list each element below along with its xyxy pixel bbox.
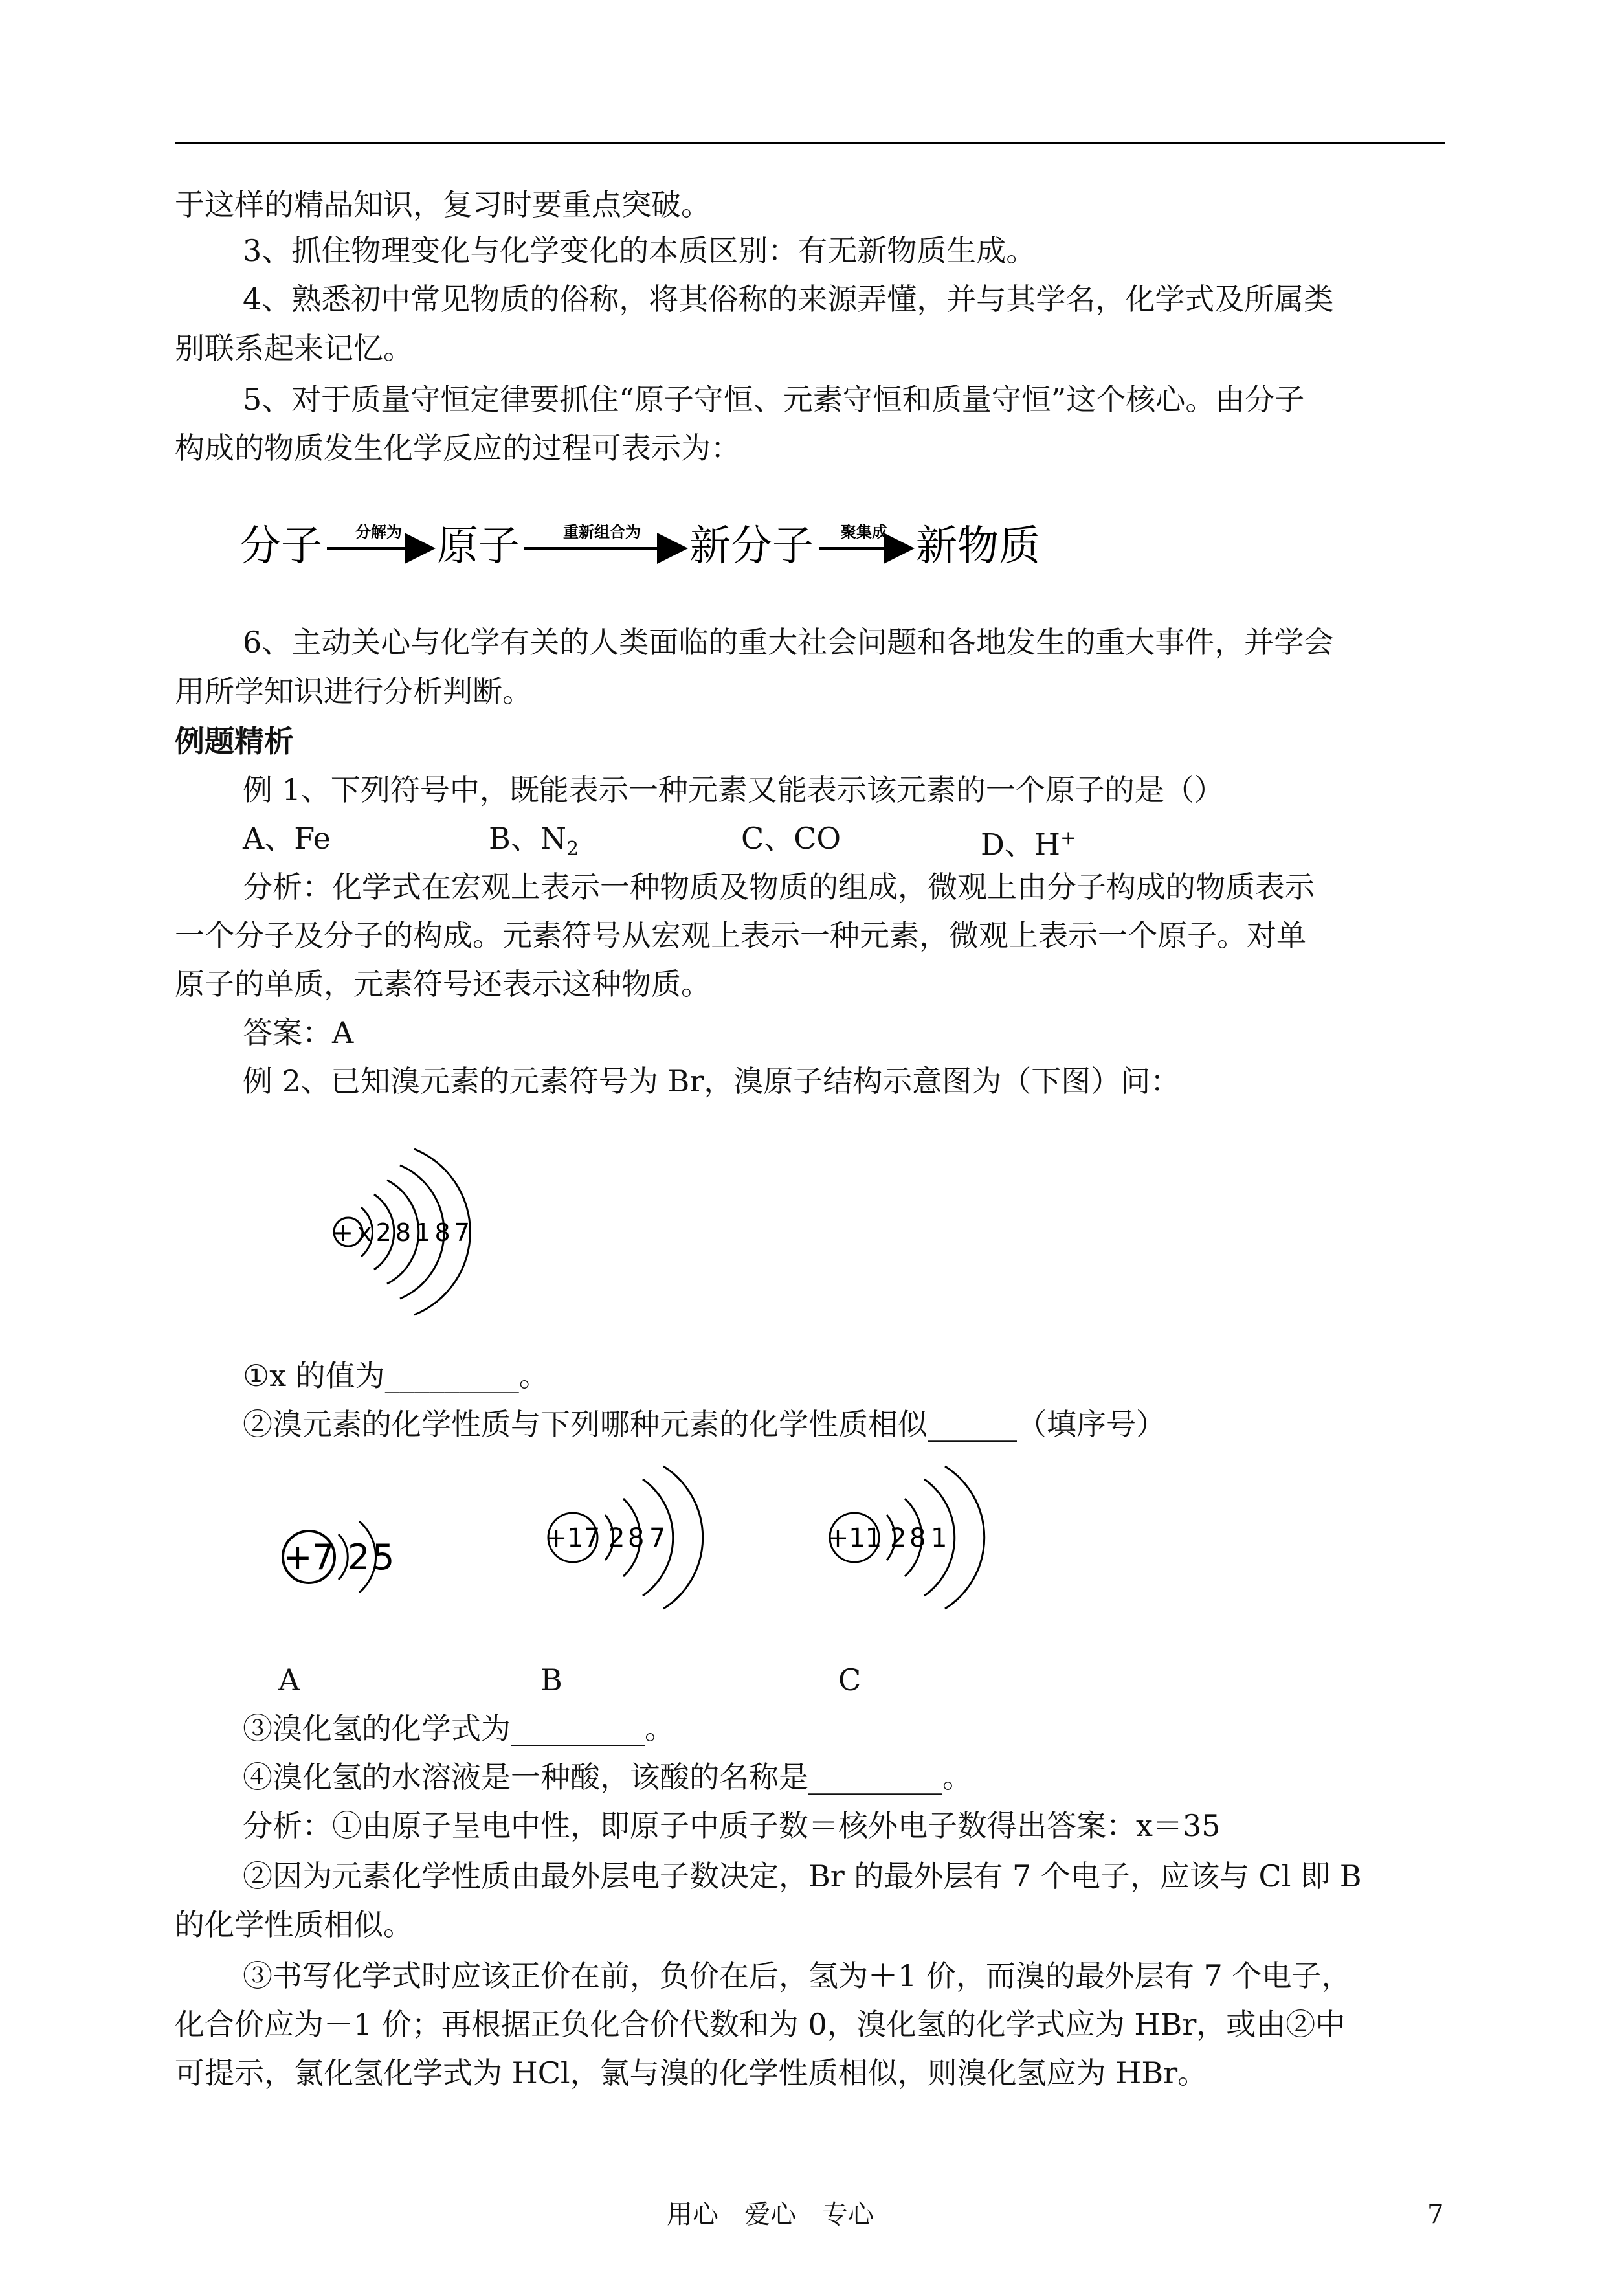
example-2-question-3: ③溴化氢的化学式为_________。 [243, 1711, 674, 1746]
option-d-text: D、H [981, 827, 1060, 862]
paragraph-4-line-1: 4、熟悉初中常见物质的俗称，将其俗称的来源弄懂，并与其学名，化学式及所属类 [243, 282, 1334, 317]
flow-node-molecule: 分子 [239, 522, 322, 570]
nucleus-charge-a: +7 [283, 1537, 335, 1578]
diagram-label-b: B [540, 1662, 562, 1697]
header-rule [175, 142, 1445, 144]
flow-node-new-substance: 新物质 [916, 522, 1040, 570]
example-2-question: 例 2、已知溴元素的元素符号为 Br，溴原子结构示意图为（下图）问： [243, 1064, 1181, 1099]
example-2-analysis-3-line-3: 可提示，氯化氢化学式为 HCl，氯与溴的化学性质相似，则溴化氢应为 HBr。 [175, 2055, 1208, 2090]
shell-electrons-c-2: 8 [909, 1523, 926, 1553]
option-b [489, 819, 579, 869]
example-1-analysis-line-3: 原子的单质，元素符号还表示这种物质。 [175, 967, 711, 1001]
paragraph-5-line-2: 构成的物质发生化学反应的过程可表示为： [175, 431, 740, 465]
example-2-analysis-2-line-1: ②因为元素化学性质由最外层电子数决定，Br 的最外层有 7 个电子，应该与 Cl 即 B [243, 1859, 1362, 1894]
paragraph-5-line-1: 5、对于质量守恒定律要抓住“原子守恒、元素守恒和质量守恒”这个核心。由分子 [243, 382, 1305, 417]
example-1-options [243, 819, 1084, 862]
shell-electrons-c-1: 2 [890, 1523, 907, 1553]
flow-arrow-label-1: 分解为 [355, 523, 402, 541]
shell-electrons-a-1: 2 [348, 1537, 370, 1578]
diagram-label-c: C [838, 1662, 862, 1697]
example-1-analysis-line-2: 一个分子及分子的构成。元素符号从宏观上表示一种元素，微观上表示一个原子。对单 [175, 918, 1306, 953]
bromine-structure-label: +x28187 [333, 1218, 470, 1247]
paragraph-continuation: 于这样的精品知识，复习时要重点突破。 [175, 187, 711, 222]
paragraph-4-line-2: 别联系起来记忆。 [175, 331, 413, 366]
paragraph-3: 3、抓住物理变化与化学变化的本质区别：有无新物质生成。 [243, 233, 1036, 268]
bromine-atom-diagram [324, 1130, 492, 1330]
flow-arrow-label-2: 重新组合为 [563, 523, 641, 541]
example-1-question: 例 1、下列符号中，既能表示一种元素又能表示该元素的一个原子的是（） [243, 772, 1224, 807]
shell-electrons-b-3: 7 [649, 1523, 666, 1553]
atom-diagram-a [275, 1489, 430, 1625]
example-2-question-1: ①x 的值为_________。 [243, 1358, 549, 1393]
reaction-flow-diagram [239, 508, 1081, 586]
diagram-label-a: A [278, 1662, 300, 1697]
option-d-superscript: + [1060, 827, 1077, 849]
paragraph-6-line-1: 6、主动关心与化学有关的人类面临的重大社会问题和各地发生的重大事件，并学会 [243, 625, 1334, 660]
example-2-analysis-3-line-2: 化合价应为－1 价；再根据正负化合价代数和为 0，溴化氢的化学式应为 HBr，或由②中 [175, 2007, 1346, 2042]
example-1-answer: 答案：A [243, 1015, 354, 1050]
example-2-analysis-3-line-1: ③书写化学式时应该正价在前，负价在后，氢为＋1 价，而溴的最外层有 7 个电子， [243, 1958, 1351, 1993]
atom-diagram-c [822, 1457, 1016, 1612]
option-a: A、Fe [243, 821, 331, 856]
electron-shell-arc [339, 1534, 348, 1580]
example-2-question-2: ②溴元素的化学性质与下列哪种元素的化学性质相似______（填序号） [243, 1407, 1166, 1442]
shell-electrons-c-3: 1 [931, 1523, 948, 1553]
example-2-question-4: ④溴化氢的水溶液是一种酸，该酸的名称是_________。 [243, 1760, 972, 1795]
flow-node-atom: 原子 [437, 522, 520, 570]
nucleus-charge-c: +11 [827, 1523, 882, 1553]
option-d [981, 819, 1076, 864]
example-2-analysis-1: 分析：①由原子呈电中性，即原子中质子数＝核外电子数得出答案：x＝35 [243, 1808, 1221, 1843]
example-1-analysis-line-1: 分析：化学式在宏观上表示一种物质及物质的组成，微观上由分子构成的物质表示 [243, 869, 1315, 904]
flow-arrow-label-3: 聚集成 [841, 523, 887, 541]
shell-electrons-b-2: 8 [628, 1523, 645, 1553]
atom-diagram-b [540, 1457, 735, 1612]
section-heading: 例题精析 [175, 724, 294, 759]
example-2-analysis-2-line-2: 的化学性质相似。 [175, 1907, 413, 1942]
option-b-text: B、N [489, 821, 567, 856]
shell-electrons-b-1: 2 [608, 1523, 625, 1553]
shell-electrons-a-2: 5 [372, 1537, 395, 1578]
page-number: 7 [1427, 2200, 1444, 2230]
electron-shell-arc [945, 1466, 984, 1609]
footer-motto: 用心 爱心 专心 [667, 2200, 874, 2230]
option-c: C、CO [741, 821, 841, 856]
electron-shell-arc [663, 1466, 703, 1609]
paragraph-6-line-2: 用所学知识进行分析判断。 [175, 674, 532, 709]
nucleus-charge-b: +17 [545, 1523, 601, 1553]
option-b-subscript: 2 [566, 838, 579, 861]
flow-node-new-molecule: 新分子 [689, 522, 814, 570]
